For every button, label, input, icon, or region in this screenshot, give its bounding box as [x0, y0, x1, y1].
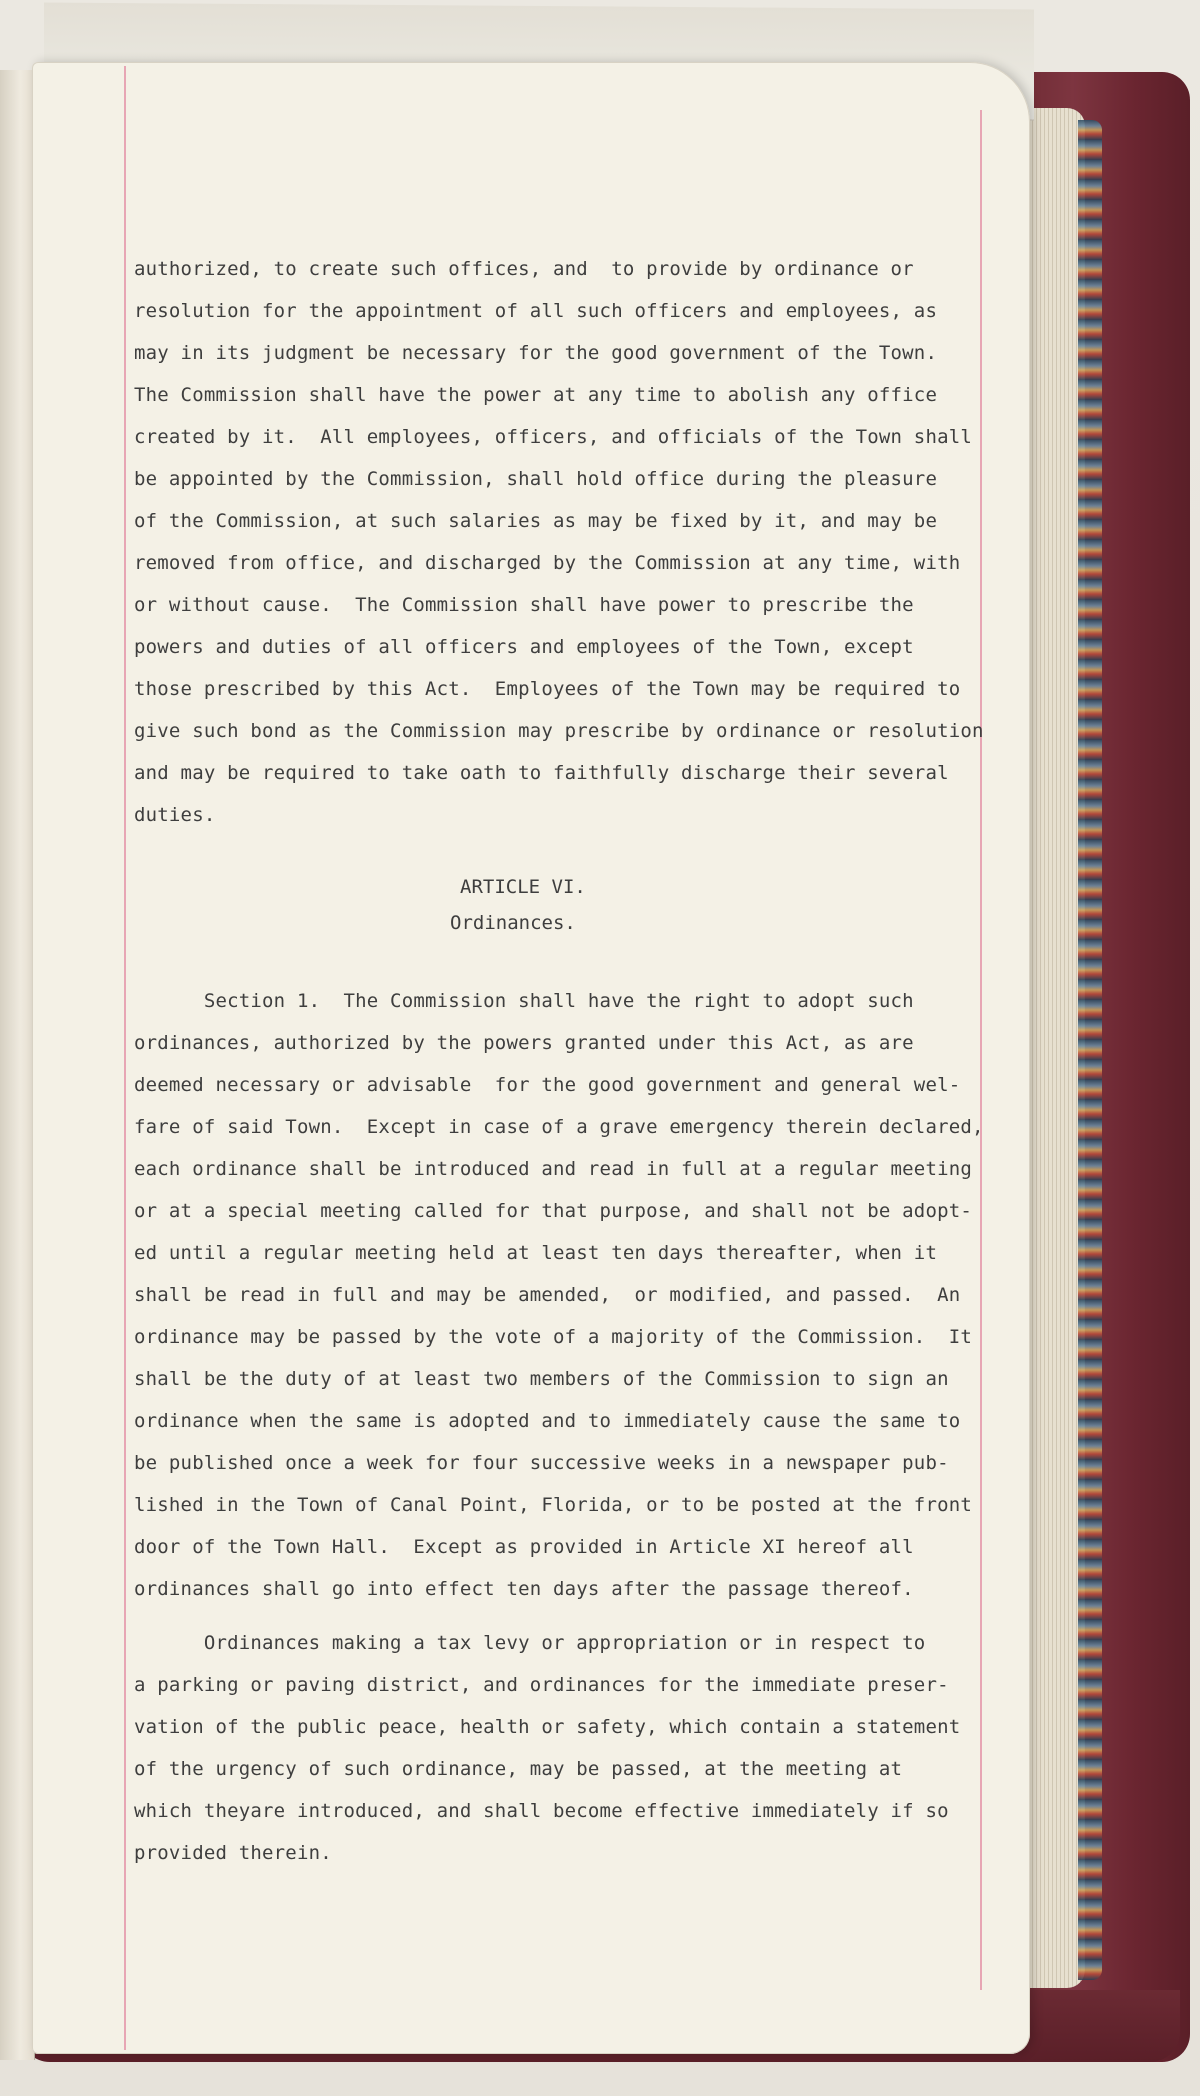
text-line: The Commission shall have the power at any time to abolish any office — [134, 384, 938, 406]
text-line: shall be the duty of at least two members of the Commission to sign an — [134, 1368, 949, 1390]
text-line: duties. — [134, 804, 216, 826]
text-line: each ordinance shall be introduced and read in full at a regular meeting — [134, 1158, 973, 1180]
text-line: a parking or paving district, and ordinances for the immediate preser- — [134, 1674, 949, 1696]
paragraph-officers — [134, 248, 984, 878]
text-line: of the Commission, at such salaries as may be fixed by it, and may be — [134, 510, 938, 532]
text-line: door of the Town Hall. Except as provided in Article XI hereof all — [134, 1536, 914, 1558]
text-line: or without cause. The Commission shall have power to prescribe the — [134, 594, 914, 616]
text-line: ed until a regular meeting held at least ten days thereafter, when it — [134, 1242, 938, 1264]
text-line: those prescribed by this Act. Employees of the Town may be required to — [134, 678, 961, 700]
article-heading: ARTICLE VI. — [460, 876, 586, 898]
text-line: ordinance when the same is adopted and to immediately cause the same to — [134, 1410, 961, 1432]
marbled-page-edge — [1078, 120, 1102, 1980]
text-line: or at a special meeting called for that purpose, and shall not be adopt- — [134, 1200, 973, 1222]
text-line: powers and duties of all officers and employees of the Town, except — [134, 636, 914, 658]
text-line: authorized, to create such offices, and to provide by ordinance or — [134, 258, 914, 280]
text-line: removed from office, and discharged by the Commission at any time, with — [134, 552, 961, 574]
article-subheading: Ordinances. — [450, 912, 576, 934]
left-facing-page-edge — [0, 70, 35, 2060]
text-line: created by it. All employees, officers, and officials of the Town shall — [134, 426, 973, 448]
text-line: be published once a week for four successive weeks in a newspaper pub- — [134, 1452, 949, 1474]
text-line: lished in the Town of Canal Point, Florida, or to be posted at the front — [134, 1494, 973, 1516]
text-line: Section 1. The Commission shall have the right to adopt such — [134, 990, 914, 1012]
text-line: resolution for the appointment of all such officers and employees, as — [134, 300, 938, 322]
text-line: be appointed by the Commission, shall hold office during the pleasure — [134, 468, 938, 490]
left-margin-rule — [124, 66, 126, 2050]
text-line: provided therein. — [134, 1842, 332, 1864]
text-line: ordinances, authorized by the powers granted under this Act, as are — [134, 1032, 914, 1054]
text-line: Ordinances making a tax levy or appropriation or in respect to — [134, 1632, 926, 1654]
text-line: give such bond as the Commission may prescribe by ordinance or resolution — [134, 720, 984, 742]
text-line: shall be read in full and may be amended, or modified, and passed. An — [134, 1284, 961, 1306]
text-line: vation of the public peace, health or safety, which contain a statement — [134, 1716, 961, 1738]
text-line: may in its judgment be necessary for the good government of the Town. — [134, 342, 938, 364]
text-line: and may be required to take oath to faithfully discharge their several — [134, 762, 949, 784]
text-line: of the urgency of such ordinance, may be passed, at the meeting at — [134, 1758, 903, 1780]
text-line: which theyare introduced, and shall become effective immediately if so — [134, 1800, 949, 1822]
text-line: ordinances shall go into effect ten days after the passage thereof. — [134, 1578, 914, 1600]
right-margin-rule — [980, 110, 982, 1990]
text-line: deemed necessary or advisable for the good government and general wel- — [134, 1074, 961, 1096]
text-line: ordinance may be passed by the vote of a majority of the Commission. It — [134, 1326, 973, 1348]
text-line: fare of said Town. Except in case of a grave emergency therein declared, — [134, 1116, 984, 1138]
paragraph-emergency-ordinances — [134, 1622, 961, 1916]
